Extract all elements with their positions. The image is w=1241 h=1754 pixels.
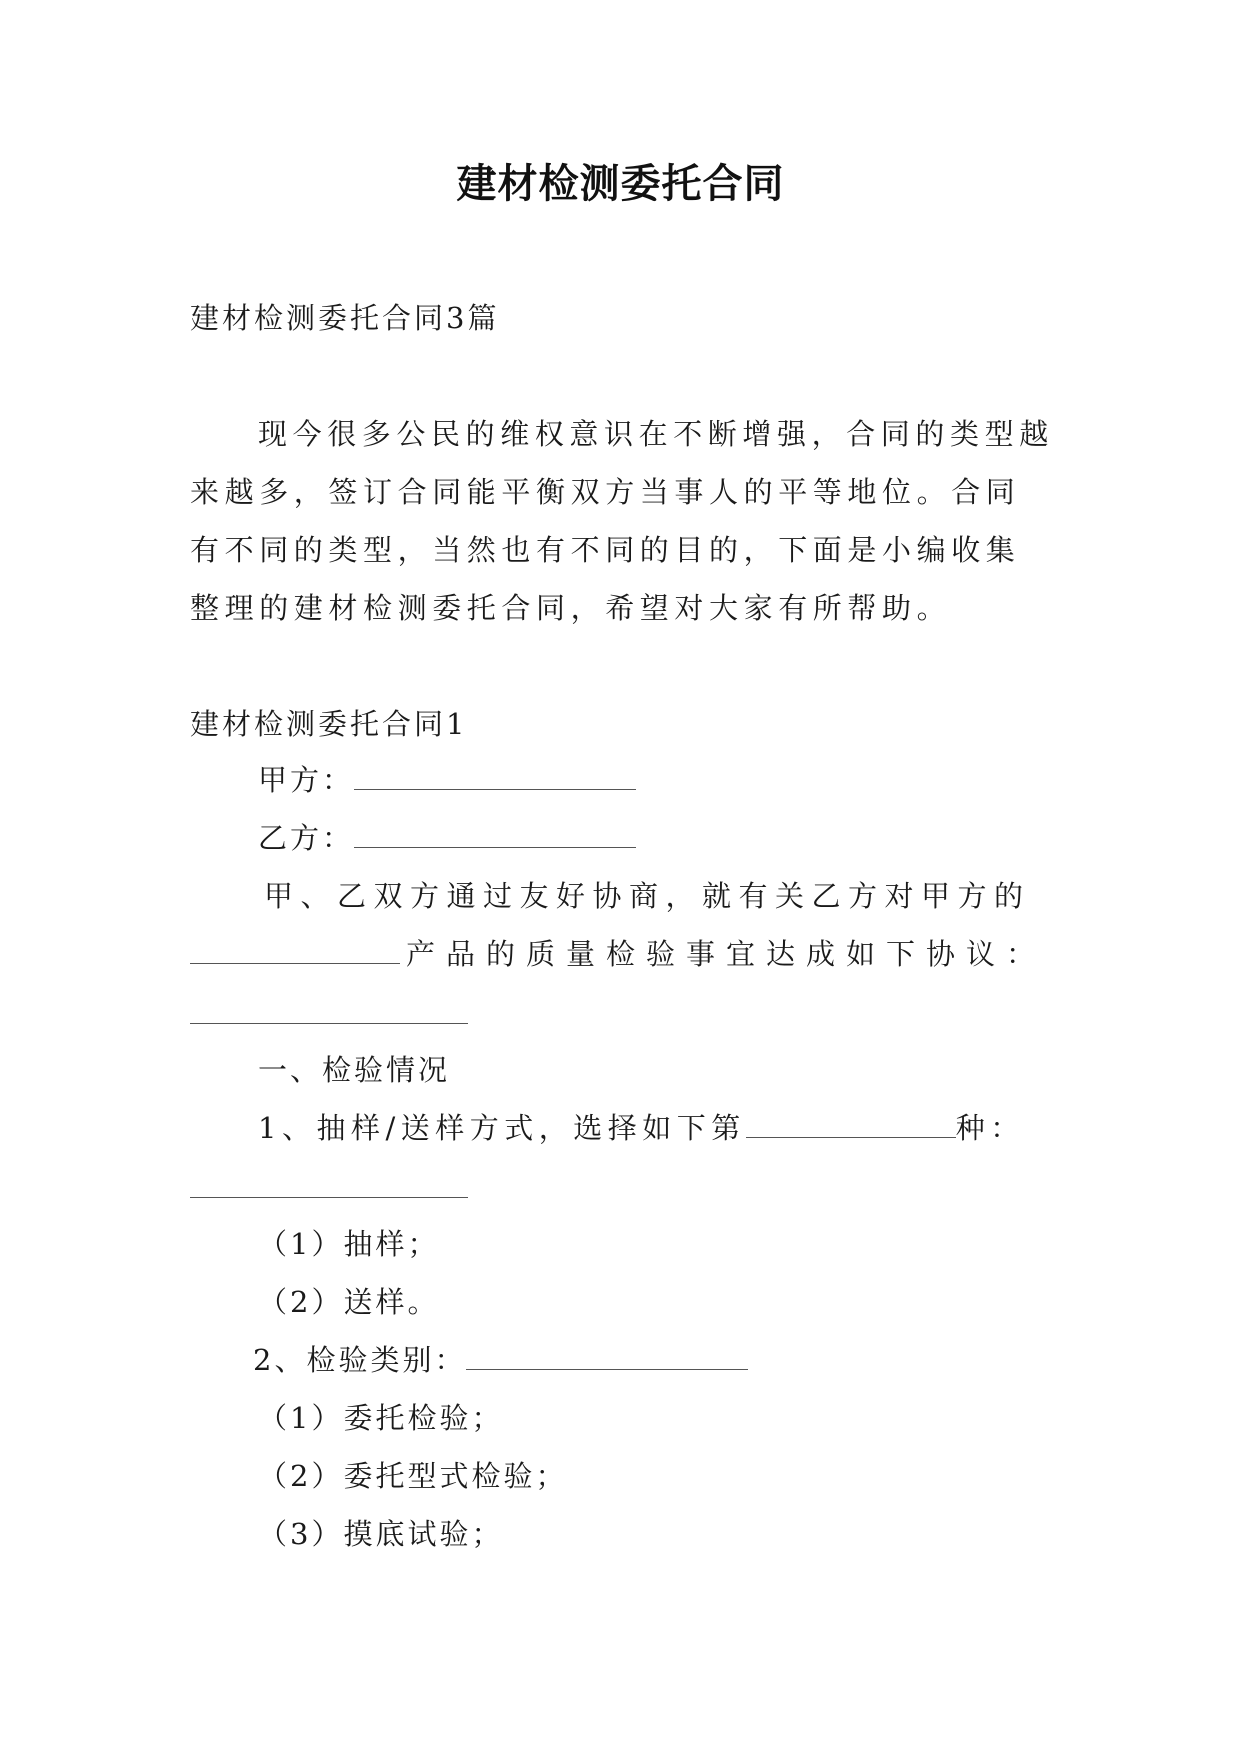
agreement-line-2 xyxy=(190,932,1046,973)
sampling-option-2: （2）送样。 xyxy=(258,1285,440,1319)
category-option-3: （3）摸底试验； xyxy=(258,1517,504,1551)
party-a-label: 甲方： xyxy=(258,763,355,797)
inspection-category-line xyxy=(253,1338,748,1379)
inspection-heading: 一、检验情况 xyxy=(258,1053,451,1087)
party-a-blank[interactable] xyxy=(354,767,636,790)
inspection-category-label: 2、检验类别： xyxy=(253,1343,467,1377)
sampling-option-1: （1）抽样； xyxy=(258,1227,440,1261)
document-subtitle: 建材检测委托合同3篇 xyxy=(190,301,500,335)
sampling-method-extra-blank[interactable] xyxy=(190,1197,468,1198)
sampling-method-suffix: 种： xyxy=(955,1111,1025,1145)
document-title: 建材检测委托合同 xyxy=(456,160,785,207)
party-b-line xyxy=(258,816,636,857)
intro-paragraph: 现今很多公民的维权意识在不断增强，合同的类型越来越多，签订合同能平衡双方当事人的平等地位。合同有不同的类型，当然也有不同的目的，下面是小编收集整理的建材检测委托合同，希望对大家有所帮助。 xyxy=(190,417,1054,625)
product-name-blank[interactable] xyxy=(190,941,400,964)
category-option-2: （2）委托型式检验； xyxy=(258,1459,568,1493)
agreement-line-2-text: 产品的质量检验事宜达成如下协议： xyxy=(406,937,1047,971)
section-heading: 建材检测委托合同1 xyxy=(190,707,468,741)
agreement-extra-blank[interactable] xyxy=(190,1023,468,1024)
agreement-line-1: 甲、乙双方通过友好协商，就有关乙方对甲方的 xyxy=(264,879,1031,913)
category-option-1: （1）委托检验； xyxy=(258,1401,504,1435)
sampling-method-prefix: 1、抽样/送样方式，选择如下第 xyxy=(258,1111,746,1145)
sampling-method-line xyxy=(258,1106,1025,1147)
sampling-method-blank[interactable] xyxy=(746,1115,956,1138)
party-b-blank[interactable] xyxy=(354,825,636,848)
party-b-label: 乙方： xyxy=(258,821,355,855)
inspection-category-blank[interactable] xyxy=(466,1347,748,1370)
party-a-line xyxy=(258,758,636,799)
